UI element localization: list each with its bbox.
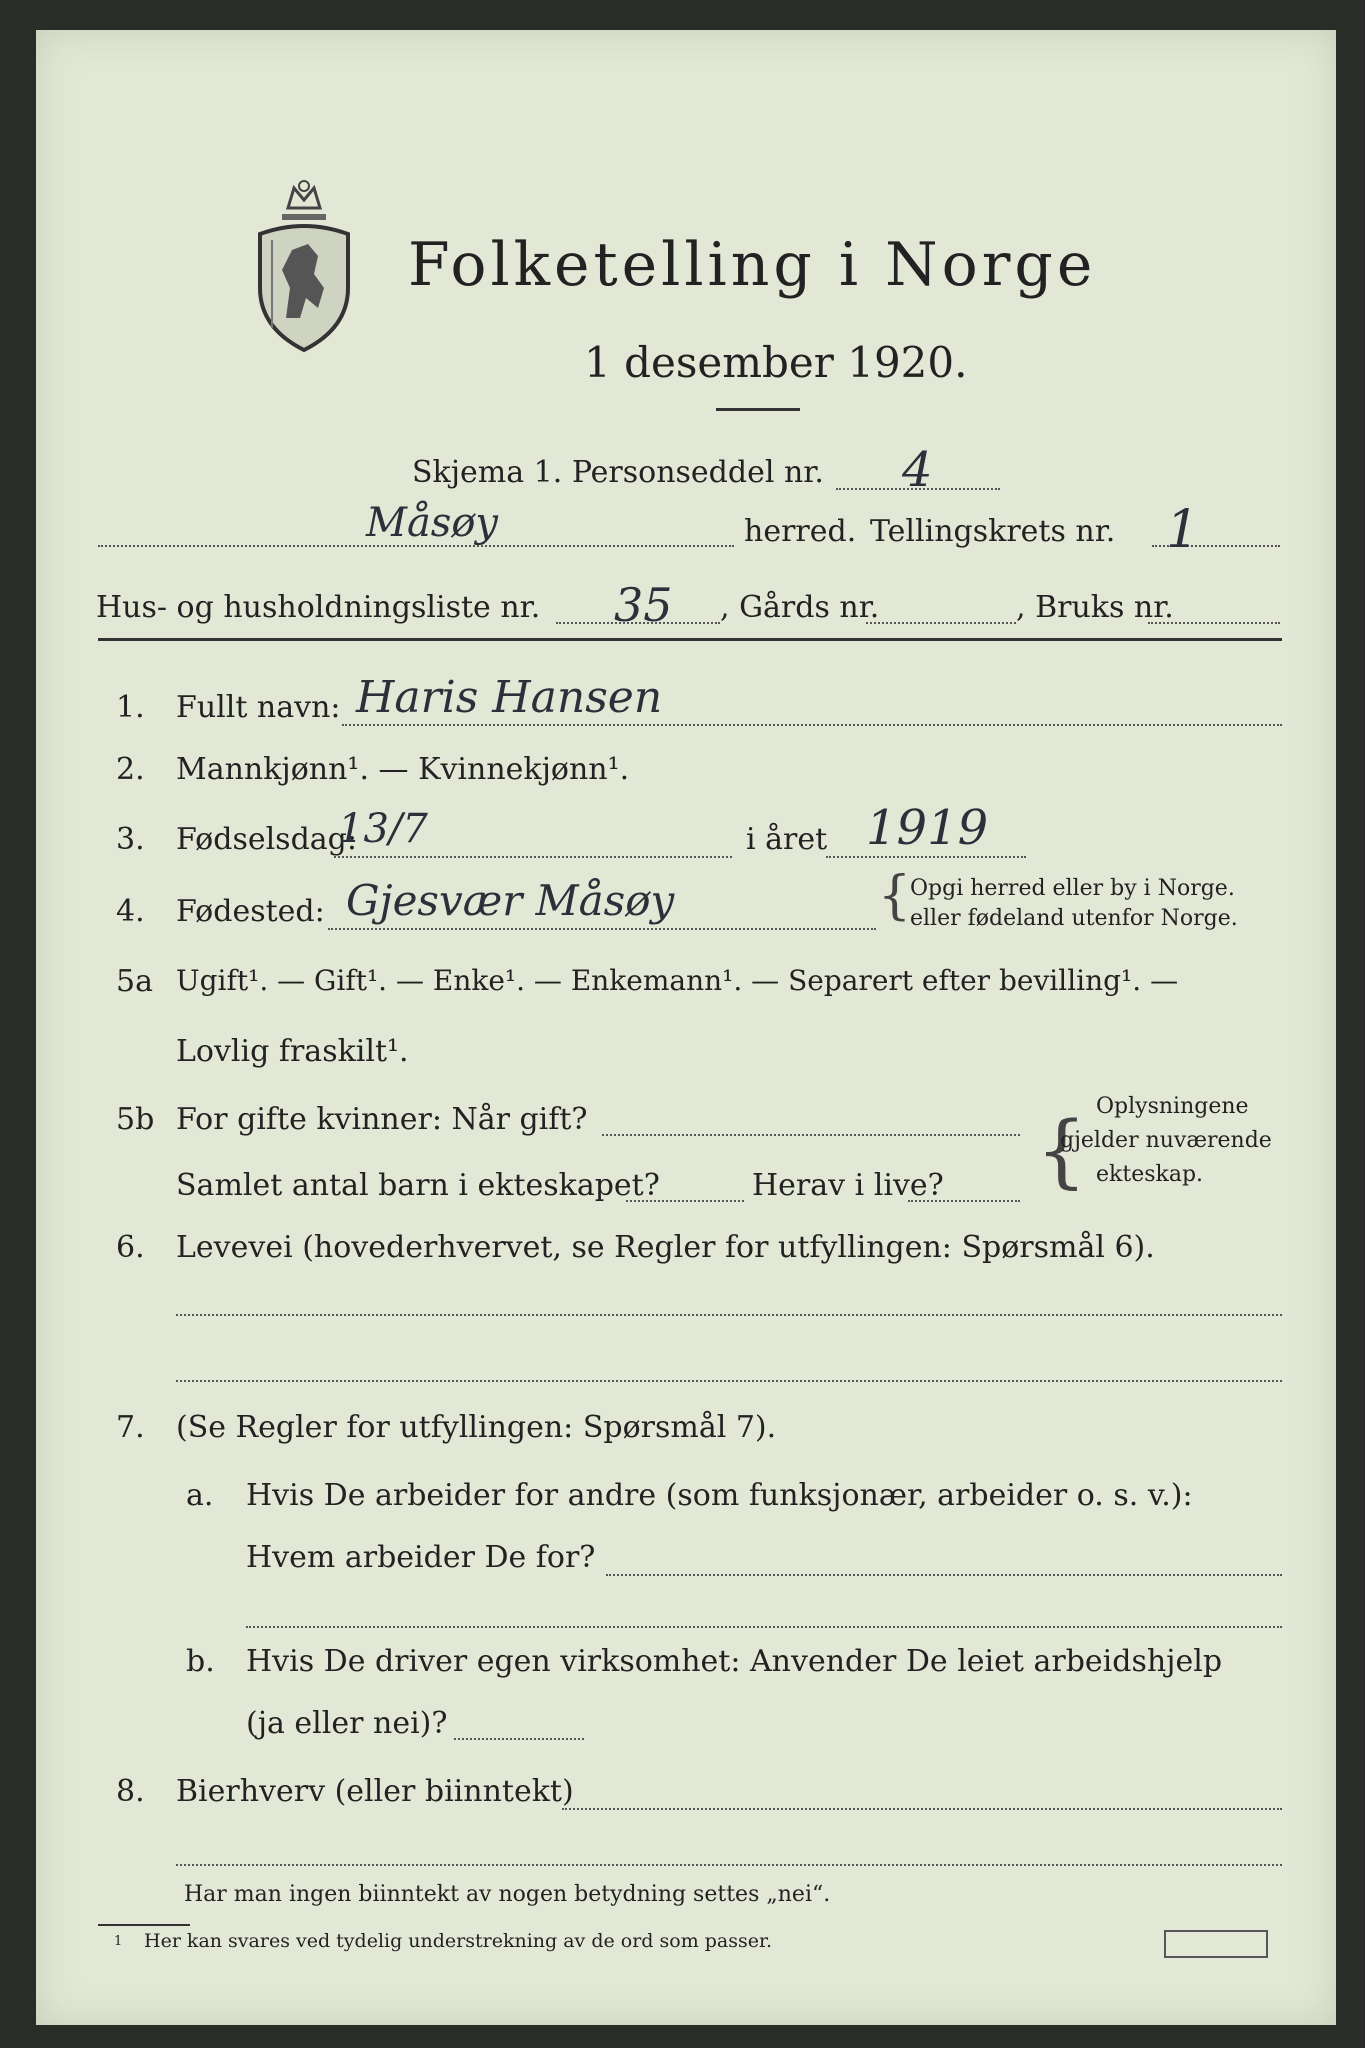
skjema-label: Skjema 1. Personseddel nr. xyxy=(412,455,824,490)
q8-label: Bierhverv (eller biinntekt) xyxy=(176,1774,574,1809)
q5a-line2: Lovlig fraskilt¹. xyxy=(176,1034,409,1069)
q5b-label1: For gifte kvinner: Når gift? xyxy=(176,1102,588,1137)
gards-line xyxy=(866,622,1016,624)
q1-label: Fullt navn: xyxy=(176,690,341,725)
tellingskrets-value: 1 xyxy=(1166,500,1200,560)
q7b-letter: b. xyxy=(186,1644,215,1679)
q7b-line2: (ja eller nei)? xyxy=(246,1706,448,1741)
q3-year-line xyxy=(826,856,1026,858)
coat-of-arms-icon xyxy=(248,178,360,358)
q3-label: Fødselsdag: xyxy=(176,822,357,857)
q5b-note-line2: gjelder nuværende xyxy=(1060,1128,1272,1153)
q4-line xyxy=(328,928,876,930)
skjema-value: 4 xyxy=(902,442,933,498)
title-divider xyxy=(716,408,800,411)
husliste-label: Hus- og husholdningsliste nr. xyxy=(96,590,541,625)
census-date: 1 desember 1920. xyxy=(584,338,968,387)
census-form xyxy=(36,30,1336,2025)
form-title: Folketelling i Norge xyxy=(408,230,1097,300)
footnote-rule xyxy=(98,1924,190,1926)
q5b-number: 5b xyxy=(116,1102,155,1137)
q3-year-value: 1919 xyxy=(866,800,989,856)
q6-line1 xyxy=(176,1314,1282,1316)
gards-label: , Gårds nr. xyxy=(720,590,880,625)
q3-year-label: i året xyxy=(746,822,828,857)
q7b-answer-line xyxy=(454,1738,584,1740)
printer-mark xyxy=(1164,1930,1268,1958)
q1-value: Haris Hansen xyxy=(356,672,663,723)
q6-line2 xyxy=(176,1380,1282,1382)
q5a-line1: Ugift¹. — Gift¹. — Enke¹. — Enkemann¹. — Separert efter bevilling¹. — xyxy=(176,964,1179,997)
q4-brace: { xyxy=(878,866,912,926)
footnote-text: Her kan svares ved tydelig understrekning av de ord som passer. xyxy=(144,1930,773,1952)
q8-line2 xyxy=(176,1864,1282,1866)
q3-number: 3. xyxy=(116,822,145,857)
q5b-label2: Samlet antal barn i ekteskapet? xyxy=(176,1168,660,1203)
q4-label: Fødested: xyxy=(176,894,325,929)
q4-number: 4. xyxy=(116,894,145,929)
footnote-marker: 1 xyxy=(114,1934,123,1949)
q7a-letter: a. xyxy=(186,1478,214,1513)
q3-line xyxy=(334,856,732,858)
q5b-note-line1: Oplysningene xyxy=(1096,1094,1249,1119)
q7a-answer-line2 xyxy=(246,1626,1282,1628)
bruks-label: , Bruks nr. xyxy=(1016,590,1174,625)
q5b-brace: { xyxy=(1036,1104,1087,1197)
herred-value: Måsøy xyxy=(366,500,499,546)
husliste-value: 35 xyxy=(614,578,673,632)
q7a-answer-line xyxy=(606,1574,1282,1576)
q5b-married-line xyxy=(602,1134,1020,1136)
q8-line1 xyxy=(562,1808,1282,1810)
q1-number: 1. xyxy=(116,690,145,725)
q2-number: 2. xyxy=(116,752,145,787)
q6-label: Levevei (hovederhvervet, se Regler for utfyllingen: Spørsmål 6). xyxy=(176,1230,1155,1265)
q4-value: Gjesvær Måsøy xyxy=(346,876,675,925)
q7-number: 7. xyxy=(116,1410,145,1445)
q6-number: 6. xyxy=(116,1230,145,1265)
tellingskrets-label: Tellingskrets nr. xyxy=(870,514,1116,549)
q5b-alive-line xyxy=(908,1200,1020,1202)
q7-label: (Se Regler for utfyllingen: Spørsmål 7). xyxy=(176,1410,777,1445)
q7b-line1: Hvis De driver egen virksomhet: Anvender De leiet arbeidshjelp xyxy=(246,1644,1223,1679)
herred-label: herred. xyxy=(744,514,857,549)
q1-line xyxy=(342,724,1282,726)
q4-note-line1: Opgi herred eller by i Norge. xyxy=(910,876,1235,901)
q4-note-line2: eller fødeland utenfor Norge. xyxy=(910,906,1238,931)
header-divider xyxy=(98,638,1282,641)
q2-label: Mannkjønn¹. — Kvinnekjønn¹. xyxy=(176,752,630,787)
q7a-line2: Hvem arbeider De for? xyxy=(246,1540,596,1575)
q5a-number: 5a xyxy=(116,964,153,999)
q5b-label3: Herav i live? xyxy=(752,1168,944,1203)
q5b-note-line3: ekteskap. xyxy=(1096,1162,1204,1187)
bruks-line xyxy=(1148,622,1280,624)
q8-number: 8. xyxy=(116,1774,145,1809)
q7a-line1: Hvis De arbeider for andre (som funksjonær, arbeider o. s. v.): xyxy=(246,1478,1193,1513)
q3-value: 13/7 xyxy=(338,806,428,852)
q5b-children-line xyxy=(626,1200,744,1202)
bierhverv-note: Har man ingen biinntekt av nogen betydning settes „nei“. xyxy=(184,1882,831,1907)
